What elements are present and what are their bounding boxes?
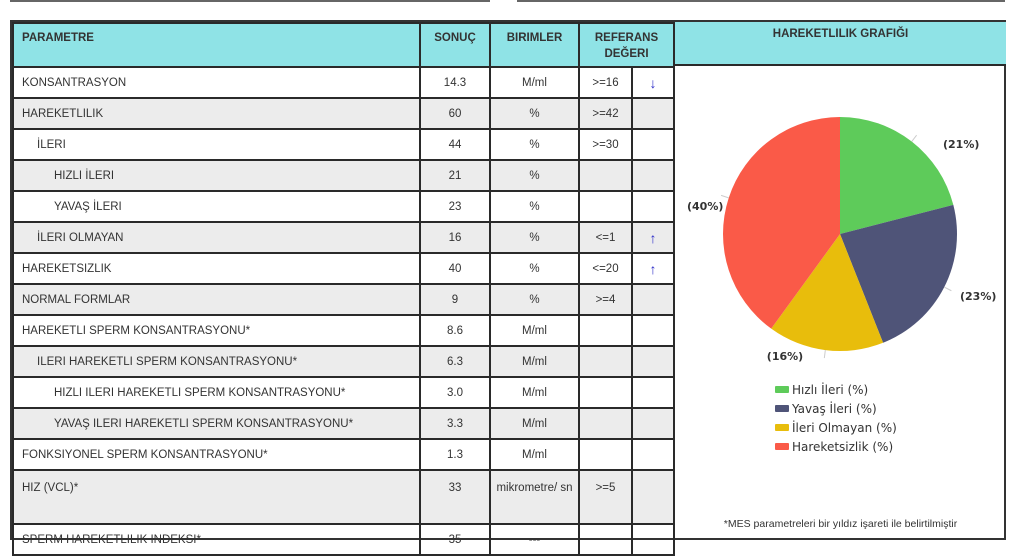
unit-value: % bbox=[490, 222, 579, 253]
table-row bbox=[13, 470, 674, 524]
parameter-name: YAVAŞ ILERI HAREKETLI SPERM KONSANTRASYONU* bbox=[13, 408, 420, 439]
result-value: 21 bbox=[420, 160, 490, 191]
reference-value bbox=[579, 160, 632, 191]
reference-value: >=42 bbox=[579, 98, 632, 129]
unit-value: % bbox=[490, 129, 579, 160]
unit-value: % bbox=[490, 284, 579, 315]
reference-value bbox=[579, 377, 632, 408]
parameter-name: ILERI HAREKETLI SPERM KONSANTRASYONU* bbox=[13, 346, 420, 377]
motility-chart-panel bbox=[673, 22, 1006, 538]
parameter-name: YAVAŞ İLERI bbox=[13, 191, 420, 222]
pie-data-label: (16%) bbox=[766, 350, 804, 363]
flag-cell bbox=[632, 408, 674, 439]
unit-value: M/ml bbox=[490, 315, 579, 346]
pie-leader-line bbox=[944, 287, 951, 291]
unit-value: % bbox=[490, 191, 579, 222]
reference-value bbox=[579, 408, 632, 439]
semen-analysis-report bbox=[10, 20, 1006, 546]
flag-cell bbox=[632, 315, 674, 346]
pie-chart bbox=[675, 66, 1006, 366]
table-row bbox=[13, 253, 674, 284]
table-row bbox=[13, 160, 674, 191]
legend-label: Hareketsizlik (%) bbox=[792, 439, 894, 454]
parameter-name: NORMAL FORMLAR bbox=[13, 284, 420, 315]
results-table-body bbox=[13, 67, 674, 555]
unit-value: % bbox=[490, 160, 579, 191]
reference-value bbox=[579, 439, 632, 470]
table-row bbox=[13, 129, 674, 160]
table-row bbox=[13, 67, 674, 98]
result-value: 8.6 bbox=[420, 315, 490, 346]
parameter-name: SPERM HAREKETLILIK INDEKSI* bbox=[13, 524, 420, 555]
unit-value: % bbox=[490, 98, 579, 129]
parameter-name: HIZLI İLERI bbox=[13, 160, 420, 191]
table-row bbox=[13, 191, 674, 222]
legend-swatch-icon bbox=[775, 424, 789, 431]
table-header-row bbox=[13, 23, 674, 67]
result-value: 35 bbox=[420, 524, 490, 555]
legend-swatch-icon bbox=[775, 386, 789, 393]
parameter-name: HIZLI ILERI HAREKETLI SPERM KONSANTRASYONU* bbox=[13, 377, 420, 408]
reference-value: >=5 bbox=[579, 470, 632, 524]
legend-item bbox=[775, 418, 897, 437]
parameter-name: KONSANTRASYON bbox=[13, 67, 420, 98]
result-value: 3.0 bbox=[420, 377, 490, 408]
pie-leader-line bbox=[721, 195, 729, 197]
unit-value: M/ml bbox=[490, 67, 579, 98]
result-value: 1.3 bbox=[420, 439, 490, 470]
reference-value bbox=[579, 191, 632, 222]
unit-value: M/ml bbox=[490, 346, 579, 377]
reference-value bbox=[579, 346, 632, 377]
legend-item bbox=[775, 399, 897, 418]
chart-title: HAREKETLILIK GRAFIĞI bbox=[675, 22, 1006, 66]
reference-value: <=20 bbox=[579, 253, 632, 284]
header-reference: REFERANS DEĞERI bbox=[579, 23, 674, 67]
pie-data-label: (23%) bbox=[960, 290, 997, 303]
flag-cell bbox=[632, 439, 674, 470]
legend-label: İleri Olmayan (%) bbox=[792, 420, 897, 435]
reference-value: >=16 bbox=[579, 67, 632, 98]
result-value: 23 bbox=[420, 191, 490, 222]
arrow-up-icon: ↑ bbox=[632, 253, 674, 284]
parameter-name: HAREKETSIZLIK bbox=[13, 253, 420, 284]
result-value: 6.3 bbox=[420, 346, 490, 377]
flag-cell bbox=[632, 470, 674, 524]
flag-cell bbox=[632, 160, 674, 191]
table-row bbox=[13, 408, 674, 439]
flag-cell bbox=[632, 346, 674, 377]
table-row bbox=[13, 524, 674, 555]
pie-data-label: (40%) bbox=[687, 200, 724, 213]
arrow-down-icon: ↓ bbox=[632, 67, 674, 98]
result-value: 3.3 bbox=[420, 408, 490, 439]
chart-legend bbox=[775, 380, 897, 456]
unit-value: M/ml bbox=[490, 408, 579, 439]
result-value: 33 bbox=[420, 470, 490, 524]
previous-section-box-right bbox=[517, 0, 1005, 2]
legend-swatch-icon bbox=[775, 443, 789, 450]
parameter-name: HIZ (VCL)* bbox=[13, 470, 420, 524]
header-parameter: PARAMETRE bbox=[13, 23, 420, 67]
flag-cell bbox=[632, 377, 674, 408]
pie-data-label: (21%) bbox=[943, 138, 980, 151]
unit-value: --- bbox=[490, 524, 579, 555]
reference-value: >=30 bbox=[579, 129, 632, 160]
header-result: SONUÇ bbox=[420, 23, 490, 67]
reference-value: >=4 bbox=[579, 284, 632, 315]
flag-cell bbox=[632, 284, 674, 315]
parameter-name: HAREKETLILIK bbox=[13, 98, 420, 129]
result-value: 14.3 bbox=[420, 67, 490, 98]
result-value: 44 bbox=[420, 129, 490, 160]
header-units: BIRIMLER bbox=[490, 23, 579, 67]
result-value: 60 bbox=[420, 98, 490, 129]
reference-value bbox=[579, 524, 632, 555]
parameter-name: İLERI OLMAYAN bbox=[13, 222, 420, 253]
table-row bbox=[13, 377, 674, 408]
flag-cell bbox=[632, 191, 674, 222]
flag-cell bbox=[632, 524, 674, 555]
legend-swatch-icon bbox=[775, 405, 789, 412]
legend-item bbox=[775, 380, 897, 399]
flag-cell bbox=[632, 98, 674, 129]
pie-chart-svg bbox=[675, 66, 1006, 366]
legend-label: Yavaş İleri (%) bbox=[792, 401, 877, 416]
pie-leader-line bbox=[824, 350, 825, 358]
unit-value: % bbox=[490, 253, 579, 284]
reference-value bbox=[579, 315, 632, 346]
parameter-name: FONKSIYONEL SPERM KONSANTRASYONU* bbox=[13, 439, 420, 470]
parameter-name: HAREKETLI SPERM KONSANTRASYONU* bbox=[13, 315, 420, 346]
table-row bbox=[13, 346, 674, 377]
pie-leader-line bbox=[912, 135, 917, 141]
result-value: 9 bbox=[420, 284, 490, 315]
arrow-up-icon: ↑ bbox=[632, 222, 674, 253]
results-table bbox=[12, 22, 675, 556]
unit-value: mikrometre/ sn bbox=[490, 470, 579, 524]
legend-item bbox=[775, 437, 897, 456]
table-row bbox=[13, 315, 674, 346]
result-value: 16 bbox=[420, 222, 490, 253]
table-row bbox=[13, 439, 674, 470]
parameter-name: İLERI bbox=[13, 129, 420, 160]
unit-value: M/ml bbox=[490, 377, 579, 408]
result-value: 40 bbox=[420, 253, 490, 284]
previous-section-box-left bbox=[10, 0, 490, 2]
flag-cell bbox=[632, 129, 674, 160]
legend-label: Hızlı İleri (%) bbox=[792, 382, 869, 397]
mes-footnote: *MES parametreleri bir yıldız işareti ile belirtilmiştir bbox=[723, 518, 958, 530]
table-row bbox=[13, 284, 674, 315]
table-row bbox=[13, 222, 674, 253]
table-row bbox=[13, 98, 674, 129]
reference-value: <=1 bbox=[579, 222, 632, 253]
unit-value: M/ml bbox=[490, 439, 579, 470]
